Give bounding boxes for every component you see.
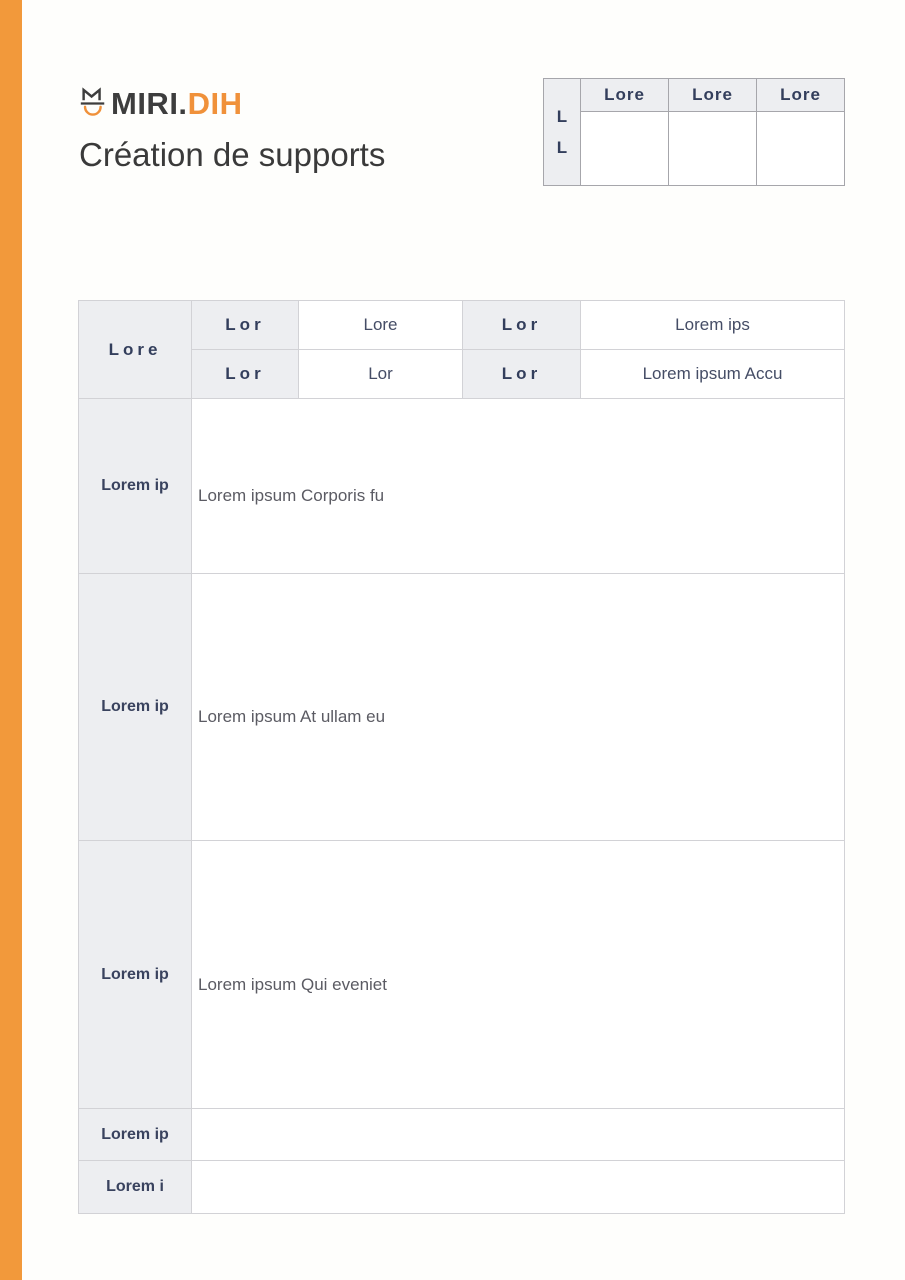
brand-accent: DIH (187, 86, 243, 121)
row-label-cell: Lorem ip (79, 574, 192, 841)
info-table-col-header: Lore (669, 79, 757, 112)
main-table-header-row-1 (79, 301, 845, 350)
crown-face-icon (78, 86, 108, 122)
info-table-header-row (544, 79, 845, 112)
table-row (79, 1109, 845, 1161)
main-table-corner-label: Lore (79, 301, 192, 399)
row-label-cell: Lorem i (79, 1161, 192, 1214)
info-table-empty-cell (581, 112, 669, 186)
header-key-cell: Lor (463, 301, 581, 350)
row-label-cell: Lorem ip (79, 1109, 192, 1161)
table-row (79, 399, 845, 574)
page-title: Création de supports (79, 136, 386, 173)
info-table-col-header: Lore (581, 79, 669, 112)
row-label-cell: Lorem ip (79, 841, 192, 1109)
info-table-empty-cell (669, 112, 757, 186)
info-table-body-row (544, 112, 845, 186)
header-key-cell: Lor (192, 301, 299, 350)
info-row-label-line: L (556, 138, 568, 157)
row-content-cell (192, 1109, 845, 1161)
main-table (78, 300, 845, 1214)
info-table (543, 78, 845, 186)
header-value-cell: Lore (299, 301, 463, 350)
row-content-cell: Lorem ipsum Qui eveniet (192, 841, 845, 1109)
left-accent-bar (0, 0, 22, 1280)
row-content-cell: Lorem ipsum Corporis fu (192, 399, 845, 574)
table-row (79, 1161, 845, 1214)
main-table-header-row-2 (79, 350, 845, 399)
info-row-label-line: L (556, 107, 568, 126)
brand-logo (78, 86, 242, 122)
row-content-cell (192, 1161, 845, 1214)
info-table-row-label (544, 79, 581, 186)
row-label-cell: Lorem ip (79, 399, 192, 574)
header-value-cell: Lorem ipsum Accu (581, 350, 845, 399)
brand-dark: MIRI. (111, 86, 188, 121)
info-table-col-header: Lore (757, 79, 845, 112)
row-content-cell: Lorem ipsum At ullam eu (192, 574, 845, 841)
table-row (79, 574, 845, 841)
brand-wordmark (111, 86, 242, 122)
table-row (79, 841, 845, 1109)
header-key-cell: Lor (192, 350, 299, 399)
info-table-empty-cell (757, 112, 845, 186)
header-value-cell: Lorem ips (581, 301, 845, 350)
header-key-cell: Lor (463, 350, 581, 399)
header-value-cell: Lor (299, 350, 463, 399)
